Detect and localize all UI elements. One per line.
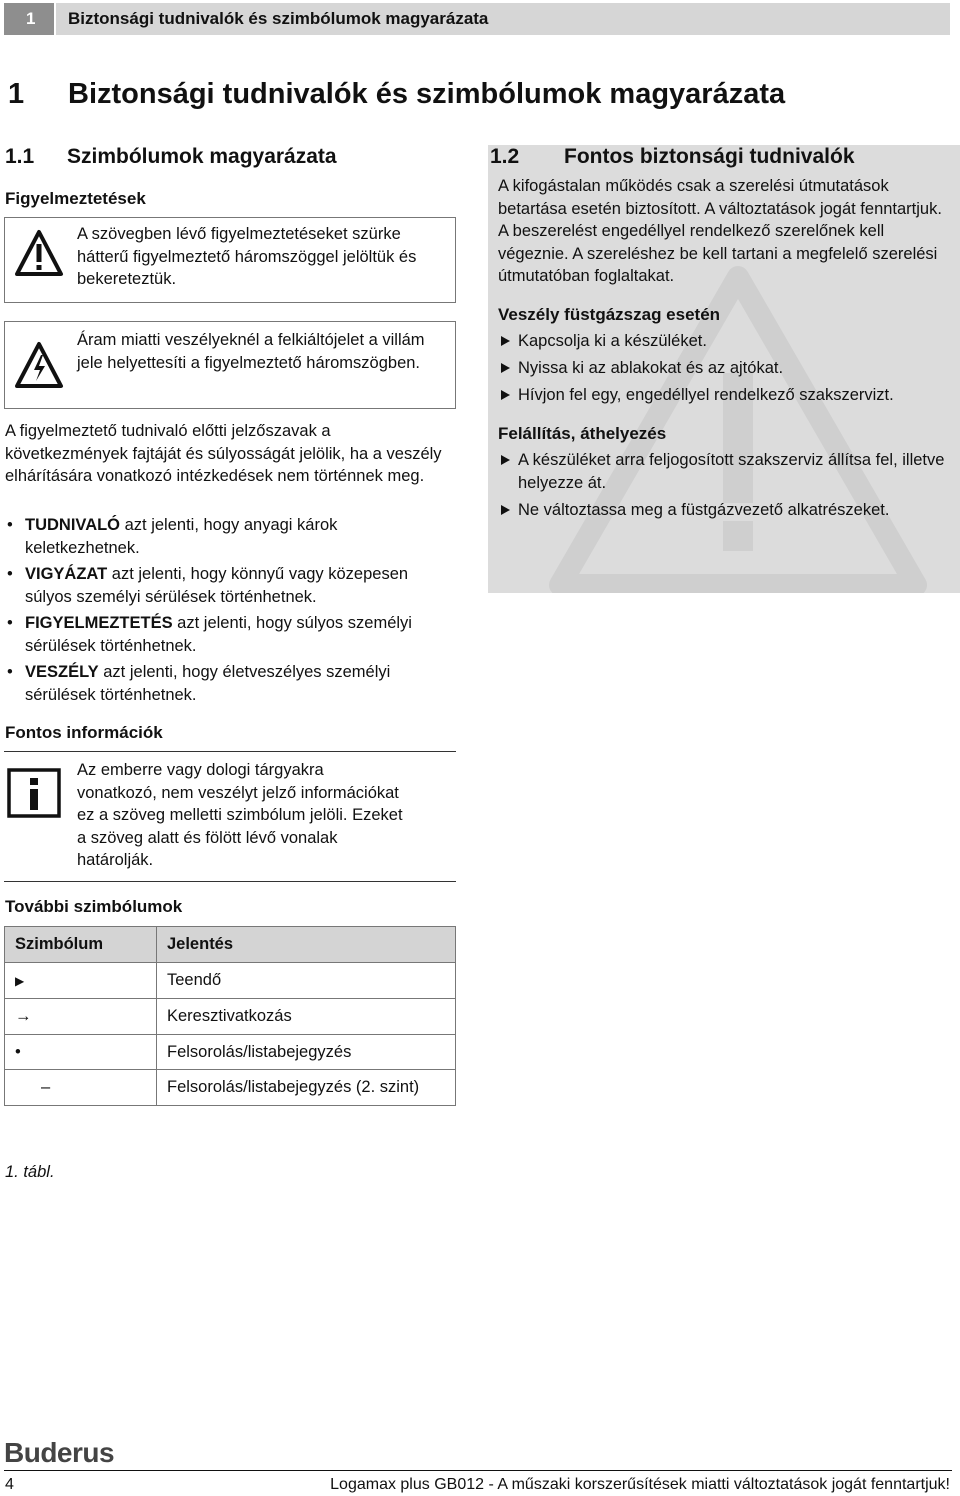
bullet-icon: •	[7, 663, 13, 681]
signal-words-paragraph: A figyelmeztető tudnivaló előtti jelzőszavak a következmények fajtáját és súlyosságát jelölik, ha a veszély elhárítására vonatkozó intézkedések nem történnek meg.	[5, 422, 442, 485]
section-heading-1-2	[490, 145, 855, 169]
installation-list	[498, 449, 948, 526]
meaning-cell: Felsorolás/listabejegyzés (2. szint)	[157, 1070, 456, 1106]
meaning-cell: Teendő	[157, 962, 456, 999]
signal-description: azt jelenti, hogy életveszélyes személyi sérülések történhetnek.	[25, 663, 391, 704]
cross-reference-arrow-icon: →	[15, 1007, 32, 1025]
list-item: Ne változtassa meg a füstgázvezető alkatrészeket.	[498, 499, 948, 522]
symbol-cell	[5, 962, 157, 999]
signal-word: FIGYELMEZTETÉS	[25, 614, 173, 632]
electric-warning-icon	[13, 340, 65, 390]
symbol-cell	[5, 1070, 157, 1106]
page-title-number: 1	[8, 78, 25, 110]
action-arrow-icon	[501, 455, 510, 465]
action-arrow-icon	[501, 505, 510, 515]
section-number: 1.2	[490, 145, 520, 168]
signal-word: VESZÉLY	[25, 663, 99, 681]
warning-box-general	[4, 217, 456, 303]
bullet-icon: •	[15, 1042, 21, 1061]
list-item: Nyissa ki az ablakokat és az ajtókat.	[498, 357, 956, 380]
section-title: Fontos biztonsági tudnivalók	[564, 145, 855, 168]
column-header-meaning: Jelentés	[157, 927, 456, 963]
symbol-cell	[5, 1034, 157, 1070]
info-text: Az emberre vagy dologi tárgyakra vonatkozó, nem veszélyt jelző információkat ez a szöveg melletti szimbólum jelöli. Ezeket a szöveg alatt és fölött lévő vonalak határolják.	[77, 761, 403, 869]
signal-description: azt jelenti, hogy anyagi károk keletkezhetnek.	[25, 516, 338, 557]
list-item	[5, 563, 455, 608]
list-item: Hívjon fel egy, engedéllyel rendelkező szakszervizt.	[498, 384, 956, 407]
list-item: A készüléket arra feljogosított szakszerviz állítsa fel, illetve helyezze át.	[498, 449, 948, 495]
dash-icon: –	[41, 1078, 51, 1096]
list-item	[5, 612, 455, 657]
warning-box-electric	[4, 321, 456, 409]
page-title-text: Biztonsági tudnivalók és szimbólumok magyarázata	[68, 78, 786, 110]
column-header-symbol: Szimbólum	[5, 927, 157, 963]
table-row	[5, 1034, 456, 1070]
footer-text: Logamax plus GB012 - A műszaki korszerűsítések miatti változtatások jogát fenntartjuk!	[330, 1476, 950, 1493]
table-row	[5, 999, 456, 1035]
signal-description: azt jelenti, hogy súlyos személyi sérülések történhetnek.	[25, 614, 412, 655]
page-title	[8, 78, 785, 111]
section-number: 1.1	[5, 145, 35, 168]
warnings-heading: Figyelmeztetések	[5, 189, 146, 208]
gas-smell-list	[498, 330, 956, 411]
list-item: Kapcsolja ki a készüléket.	[498, 330, 956, 353]
signal-description: azt jelenti, hogy könnyű vagy közepesen súlyos személyi sérülések történhetnek.	[25, 565, 409, 606]
action-arrow-icon	[501, 336, 510, 346]
action-arrow-icon: ▶	[15, 973, 25, 988]
warning-triangle-icon	[13, 228, 65, 278]
installation-heading: Felállítás, áthelyezés	[498, 424, 667, 443]
divider	[4, 751, 456, 752]
bullet-icon: •	[7, 516, 13, 534]
table-caption: 1. tábl.	[5, 1163, 55, 1181]
symbol-cell	[5, 999, 157, 1035]
chapter-header-title: Biztonsági tudnivalók és szimbólumok magyarázata	[56, 3, 950, 35]
action-arrow-icon	[501, 363, 510, 373]
chapter-number-badge: 1	[4, 3, 54, 35]
safety-notes-panel	[488, 145, 960, 593]
signal-word: TUDNIVALÓ	[25, 516, 121, 534]
list-item	[5, 514, 455, 559]
gas-smell-heading: Veszély füstgázszag esetén	[498, 305, 721, 324]
meaning-cell: Felsorolás/listabejegyzés	[157, 1034, 456, 1070]
bullet-icon: •	[7, 614, 13, 632]
warning-box-text: Áram miatti veszélyeknél a felkiáltójelet a villám jele helyettesíti a figyelmeztető háromszögben.	[77, 331, 425, 372]
table-row	[5, 1070, 456, 1106]
meaning-cell: Keresztivatkozás	[157, 999, 456, 1035]
section-title: Szimbólumok magyarázata	[67, 145, 337, 168]
footer-rule	[4, 1470, 952, 1471]
table-header-row	[5, 927, 456, 963]
bullet-icon: •	[7, 565, 13, 583]
info-icon	[7, 768, 61, 818]
section-heading-1-1	[5, 145, 337, 169]
signal-words-list	[5, 514, 455, 710]
brand-logo: Buderus	[4, 1437, 115, 1468]
page-number: 4	[5, 1476, 14, 1493]
symbols-table	[4, 926, 456, 1106]
info-heading: Fontos információk	[5, 723, 163, 742]
list-item	[5, 661, 455, 706]
divider	[4, 881, 456, 882]
safety-intro-text: A kifogástalan működés csak a szerelési útmutatások betartása esetén biztosított. A változtatások jogát fenntartjuk. A beszerelést engedéllyel rendelkező szerelőnek kell végeznie. A szereléshez be kell tartani a megfelelő szerelési útmutatóban foglaltakat.	[498, 177, 942, 285]
warning-box-text: A szövegben lévő figyelmeztetéseket szürke hátterű figyelmeztető háromszöggel jelöltük és bekereteztük.	[77, 225, 417, 288]
action-arrow-icon	[501, 390, 510, 400]
signal-word: VIGYÁZAT	[25, 565, 108, 583]
table-row	[5, 962, 456, 999]
more-symbols-heading: További szimbólumok	[5, 897, 183, 916]
